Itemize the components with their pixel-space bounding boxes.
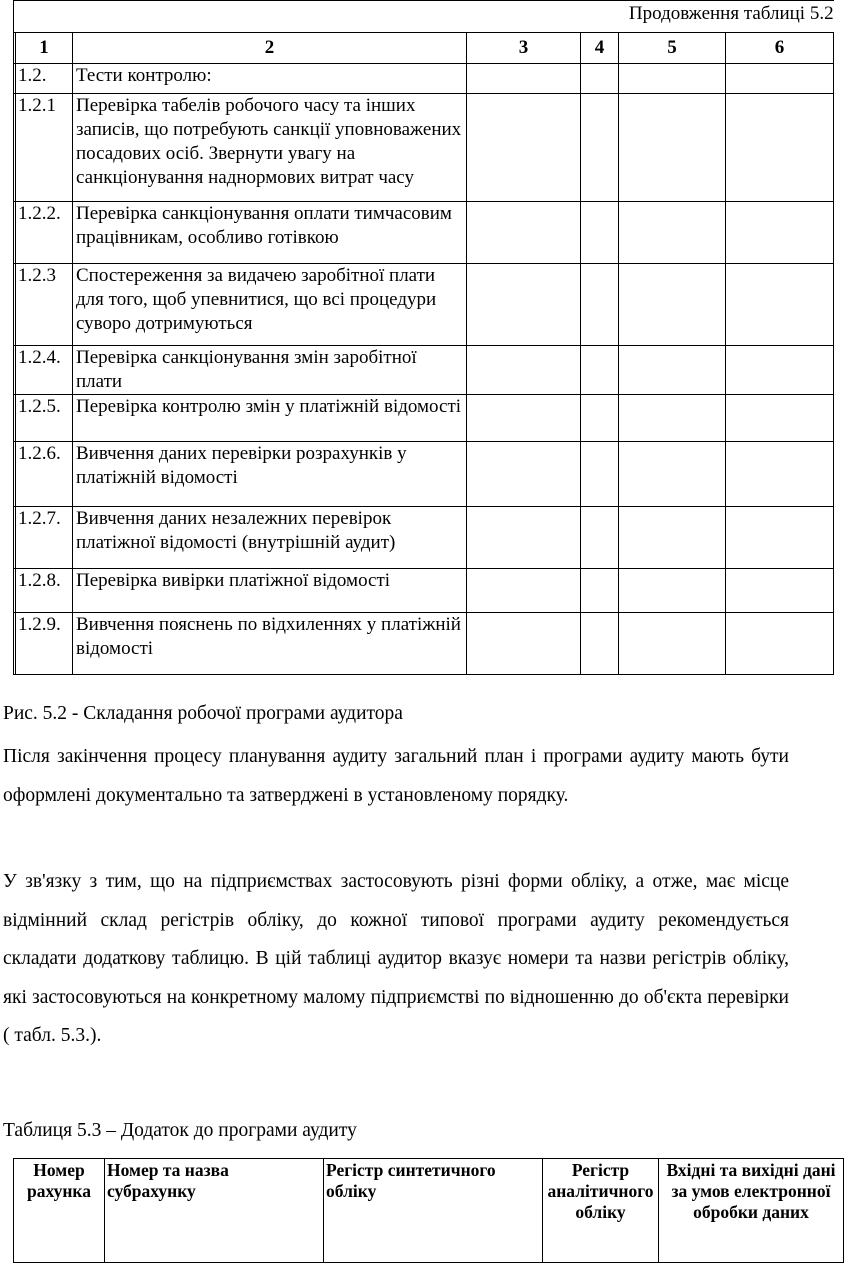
row-number: 1.2.3 <box>16 264 73 346</box>
header-cell: Номер та назва субрахунку <box>105 1159 324 1263</box>
header-cell: 2 <box>73 33 467 64</box>
table-row <box>14 94 834 202</box>
table-row <box>14 64 834 94</box>
header-cell: 3 <box>467 33 581 64</box>
row-text: Перевірка табелів робочого часу та інших записів, що потребують санкції уповноважених посадових осіб. Звернути увагу на санкціонування наднормових витрат часу <box>73 94 467 202</box>
row-number: 1.2.6. <box>16 442 73 507</box>
header-cell: 1 <box>16 33 73 64</box>
table-row <box>14 442 834 507</box>
table-header-row <box>14 33 834 64</box>
paragraph: У зв'язку з тим, що на підприємствах застосовують різні форми обліку, а отже, має місце відмінний склад регістрів обліку, до кожної типової програми аудиту рекомендується складати додаткову таблицю. В цій таблиці аудитор вказує номери та назви регістрів обліку, які застосовуються на конкретному малому підприємстві по відношенню до об'єкта перевірки ( табл. 5.3.). <box>3 871 789 1046</box>
header-cell: Вхідні та вихідні дані за умов електронної обробки даних <box>659 1159 844 1263</box>
header-cell: Регістр аналітичного обліку <box>543 1159 659 1263</box>
row-text: Перевірка вивірки платіжної відомості <box>73 569 467 613</box>
audit-program-table <box>13 0 834 675</box>
row-text: Тести контролю: <box>73 64 467 94</box>
header-cell: Номер рахунка <box>14 1159 105 1263</box>
row-number: 1.2.8. <box>16 569 73 613</box>
table-row <box>14 395 834 442</box>
header-cell: 4 <box>581 33 619 64</box>
table-row <box>14 346 834 395</box>
header-cell: 5 <box>619 33 726 64</box>
row-text: Перевірка санкціонування оплати тимчасовим працівникам, особливо готівкою <box>73 202 467 264</box>
row-text: Спостереження за видачею заробітної плати для того, щоб упевнитися, що всі процедури суворо дотримуються <box>73 264 467 346</box>
row-number: 1.2.5. <box>16 395 73 442</box>
row-text: Перевірка контролю змін у платіжній відомості <box>73 395 467 442</box>
table-caption: Таблиця 5.3 – Додаток до програми аудиту <box>3 1120 357 1141</box>
row-number: 1.2.1 <box>16 94 73 202</box>
table-row <box>14 507 834 569</box>
table-row <box>14 202 834 264</box>
table-row <box>14 613 834 675</box>
row-text: Перевірка санкціонування змін заробітної плати <box>73 346 467 395</box>
row-number: 1.2. <box>16 64 73 94</box>
row-text: Вивчення даних незалежних перевірок платіжної відомості (внутрішній аудит) <box>73 507 467 569</box>
table-header-row <box>14 1159 844 1263</box>
row-number: 1.2.9. <box>16 613 73 675</box>
row-number: 1.2.4. <box>16 346 73 395</box>
table-row <box>14 264 834 346</box>
row-text: Вивчення пояснень по відхиленнях у платіжній відомості <box>73 613 467 675</box>
figure-caption: Рис. 5.2 - Складання робочої програми аудитора <box>3 703 403 724</box>
paragraph: Після закінчення процесу планування аудиту загальний план і програми аудиту мають бути оформлені документально та затверджені в установленому порядку. <box>3 746 789 806</box>
table-row <box>14 569 834 613</box>
header-cell: 6 <box>726 33 834 64</box>
row-number: 1.2.7. <box>16 507 73 569</box>
row-text: Вивчення даних перевірки розрахунків у платіжній відомості <box>73 442 467 507</box>
header-cell: Регістр синтетичного обліку <box>324 1159 543 1263</box>
continuation-label: Продовження таблиці 5.2 <box>14 1 834 33</box>
row-number: 1.2.2. <box>16 202 73 264</box>
audit-addendum-table <box>13 1158 844 1263</box>
